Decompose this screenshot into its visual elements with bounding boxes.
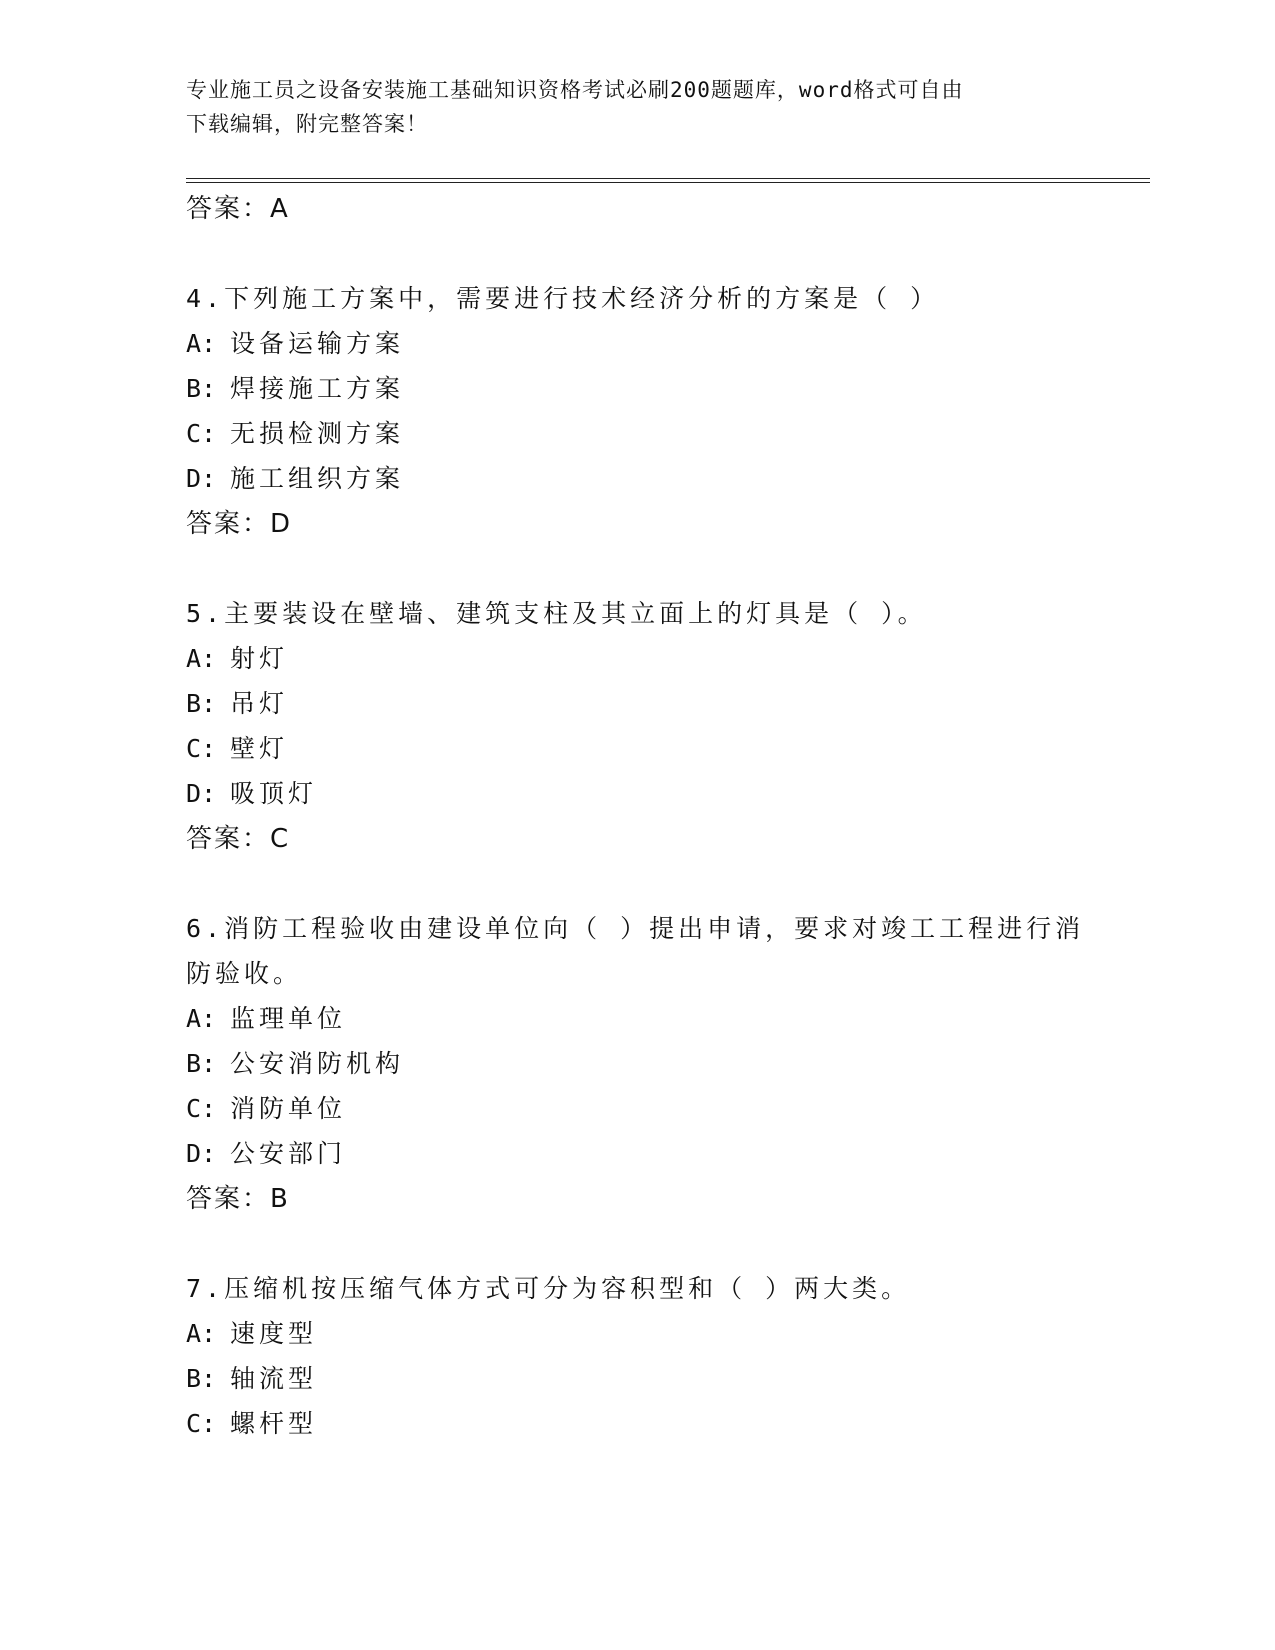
question-text: 5.主要装设在壁墙、建筑支柱及其立面上的灯具是（ ）。 — [186, 599, 927, 628]
answer-line — [186, 186, 1086, 232]
question-block — [186, 906, 1086, 1222]
option-a — [186, 321, 1086, 366]
option-letter: C: — [186, 419, 217, 448]
answer-label: 答案： — [186, 509, 271, 539]
option-text: 射灯 — [230, 644, 289, 673]
option-b — [186, 1041, 1086, 1086]
option-letter: A: — [186, 1319, 217, 1348]
answer-label: 答案： — [186, 1184, 271, 1214]
option-letter: C: — [186, 1409, 217, 1438]
option-c — [186, 1401, 1086, 1446]
header-divider-bottom — [186, 182, 1150, 183]
answer-line — [186, 1176, 1086, 1222]
option-text: 公安部门 — [230, 1139, 347, 1168]
question-text: 4.下列施工方案中，需要进行技术经济分析的方案是（ ） — [186, 284, 940, 313]
option-b — [186, 366, 1086, 411]
option-b — [186, 1356, 1086, 1401]
option-text: 公安消防机构 — [230, 1049, 405, 1078]
answer-value: D — [270, 509, 291, 539]
question-block — [186, 591, 1086, 862]
option-letter: D: — [186, 464, 217, 493]
option-letter: C: — [186, 1094, 217, 1123]
answer-value: B — [270, 1184, 288, 1214]
option-text: 设备运输方案 — [230, 329, 405, 358]
option-d — [186, 456, 1086, 501]
header-divider-top — [186, 178, 1150, 179]
question-text: 6.消防工程验收由建设单位向（ ）提出申请，要求对竣工工程进行消防验收。 — [186, 914, 1085, 988]
option-letter: A: — [186, 644, 217, 673]
option-d — [186, 771, 1086, 816]
answer-label: 答案： — [186, 194, 271, 224]
answer-label: 答案： — [186, 824, 271, 854]
option-text: 施工组织方案 — [230, 464, 405, 493]
answer-value: C — [270, 824, 289, 854]
option-letter: C: — [186, 734, 217, 763]
option-text: 壁灯 — [230, 734, 289, 763]
answer-line — [186, 816, 1086, 862]
answer-line — [186, 501, 1086, 547]
option-d — [186, 1131, 1086, 1176]
option-text: 吊灯 — [230, 689, 289, 718]
option-letter: B: — [186, 374, 217, 403]
option-c — [186, 411, 1086, 456]
option-letter: A: — [186, 329, 217, 358]
option-letter: B: — [186, 689, 217, 718]
option-letter: D: — [186, 779, 217, 808]
option-text: 吸顶灯 — [230, 779, 318, 808]
option-letter: D: — [186, 1139, 217, 1168]
question-list — [186, 186, 1086, 1446]
option-text: 消防单位 — [230, 1094, 347, 1123]
header-line-2: 下载编辑，附完整答案！ — [186, 112, 428, 136]
document-header — [186, 73, 1066, 141]
option-text: 无损检测方案 — [230, 419, 405, 448]
option-a — [186, 1311, 1086, 1356]
option-text: 轴流型 — [230, 1364, 318, 1393]
header-line-1: 专业施工员之设备安装施工基础知识资格考试必刷200题题库，word格式可自由 — [186, 78, 964, 102]
option-letter: B: — [186, 1049, 217, 1078]
option-text: 螺杆型 — [230, 1409, 318, 1438]
question-block — [186, 276, 1086, 547]
option-letter: A: — [186, 1004, 217, 1033]
option-c — [186, 726, 1086, 771]
option-b — [186, 681, 1086, 726]
answer-value: A — [270, 194, 288, 224]
question-block — [186, 1266, 1086, 1446]
option-text: 速度型 — [230, 1319, 318, 1348]
option-text: 焊接施工方案 — [230, 374, 405, 403]
option-letter: B: — [186, 1364, 217, 1393]
option-c — [186, 1086, 1086, 1131]
option-text: 监理单位 — [230, 1004, 347, 1033]
option-a — [186, 636, 1086, 681]
option-a — [186, 996, 1086, 1041]
question-text: 7.压缩机按压缩气体方式可分为容积型和（ ）两大类。 — [186, 1274, 911, 1303]
